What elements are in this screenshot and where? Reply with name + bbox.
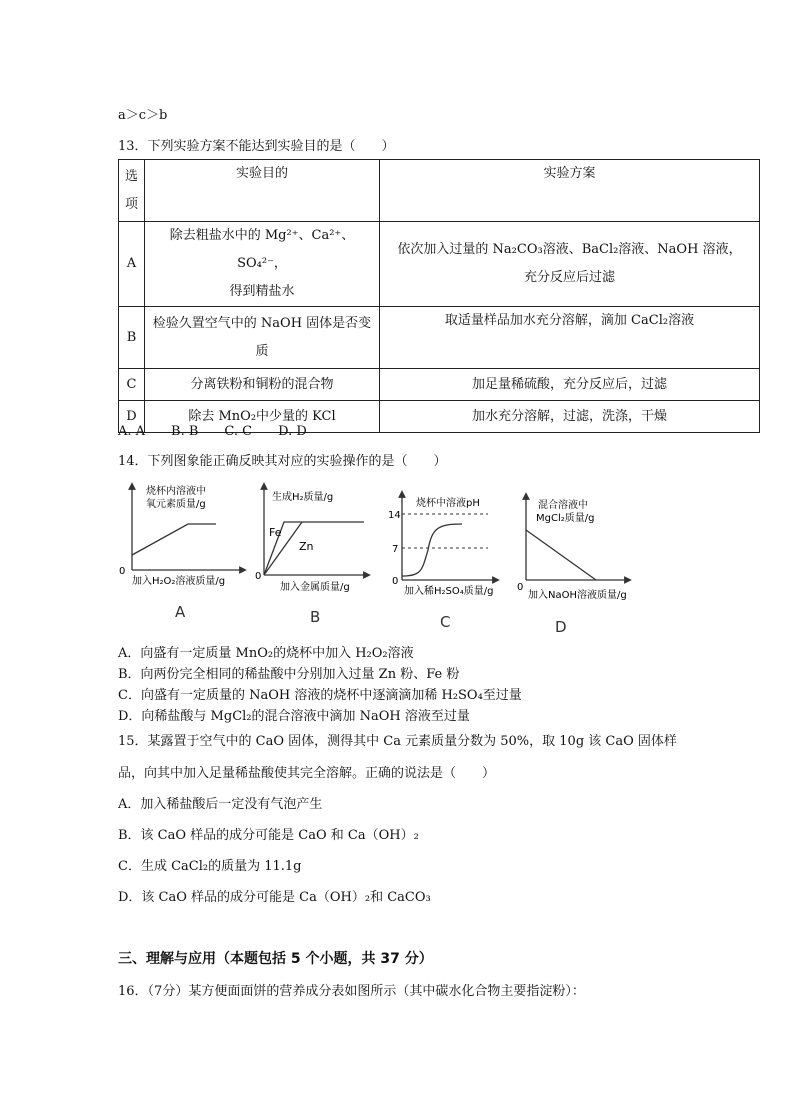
row-plan: 加足量稀硫酸，充分反应后，过滤: [380, 369, 760, 401]
graph-d-label: D: [555, 618, 567, 636]
q14-option-c: C．向盛有一定质量的 NaOH 溶液的烧杯中逐滴滴加稀 H₂SO₄至过量: [118, 688, 522, 703]
table-header-row: [119, 160, 760, 222]
graph-c-label: C: [440, 613, 451, 631]
row-goal: 检验久置空气中的 NaOH 固体是否变 质: [145, 307, 380, 369]
graph-b-zn-label: Zn: [299, 540, 314, 553]
graph-a-xlabel: 加入H₂O₂溶液质量/g: [132, 576, 226, 587]
graph-d-curve: [526, 530, 596, 580]
graph-b-xlabel: 加入金属质量/g: [280, 582, 350, 593]
graph-b-origin: 0: [255, 571, 262, 582]
graph-c-curve: [402, 524, 462, 576]
row-plan: 依次加入过量的 Na₂CO₃溶液、BaCl₂溶液、NaOH 溶液， 充分反应后过滤: [380, 222, 760, 307]
q13-stem: 13．下列实验方案不能达到实验目的是（ ）: [118, 139, 395, 154]
row-goal: 除去 MnO₂中少量的 KCl: [145, 401, 380, 433]
q16-stem: 16．（7分）某方便面面饼的营养成分表如图所示（其中碳水化合物主要指淀粉）：: [118, 984, 585, 999]
graph-b-label: B: [310, 608, 321, 626]
row-option: D: [119, 401, 145, 433]
graph-c-tick-7: 7: [392, 544, 399, 555]
previous-answer: a＞c＞b: [118, 108, 168, 123]
header-option: 选项: [119, 160, 145, 222]
graph-a: [118, 480, 258, 609]
graph-c-ylabel: 烧杯中溶液pH: [416, 498, 480, 509]
q15-stem-line1: 15．某露置于空气中的 CaO 固体，测得其中 Ca 元素质量分数为 50%，取 10g 该 CaO 固体样: [118, 734, 677, 749]
row-plan: 取适量样品加水充分溶解，滴加 CaCl₂溶液: [380, 307, 760, 369]
graph-b: [252, 480, 372, 609]
row-option: C: [119, 369, 145, 401]
table-row: [119, 369, 760, 401]
row-goal: 分离铁粉和铜粉的混合物: [145, 369, 380, 401]
graph-b-fe-label: Fe: [269, 526, 282, 539]
graph-b-ylabel: 生成H₂质量/g: [272, 492, 334, 503]
row-plan: 加水充分溶解，过滤，洗涤，干燥: [380, 401, 760, 433]
graph-d-xlabel: 加入NaOH溶液质量/g: [528, 590, 627, 601]
q14-option-a: A．向盛有一定质量 MnO₂的烧杯中加入 H₂O₂溶液: [118, 646, 414, 661]
graph-a-label: A: [175, 603, 186, 621]
graph-a-origin: 0: [119, 566, 126, 577]
row-goal: 除去粗盐水中的 Mg²⁺、Ca²⁺、SO₄²⁻， 得到精盐水: [145, 222, 380, 307]
graph-d-ylabel: 混合溶液中: [538, 500, 588, 511]
graph-a-curve: [132, 524, 216, 555]
graph-d: [516, 480, 640, 609]
q13-choices: A. A B. B C. C D. D: [118, 424, 307, 439]
graph-c-origin: 0: [392, 576, 399, 587]
q15-stem-line2: 品，向其中加入足量稀盐酸使其完全溶解。正确的说法是（ ）: [118, 766, 496, 781]
q14-stem: 14．下列图象能正确反映其对应的实验操作的是（ ）: [118, 454, 447, 469]
graph-a-ylabel2: 氧元素质量/g: [146, 499, 206, 510]
row-option: A: [119, 222, 145, 307]
section-heading: 三、理解与应用（本题包括 5 个小题，共 37 分）: [118, 951, 433, 967]
graph-d-origin: 0: [517, 582, 524, 593]
q15-option-b: B．该 CaO 样品的成分可能是 CaO 和 Ca（OH）₂: [118, 828, 419, 843]
q15-option-a: A．加入稀盐酸后一定没有气泡产生: [118, 797, 323, 812]
header-plan: 实验方案: [380, 160, 760, 222]
row-option: B: [119, 307, 145, 369]
graph-a-ylabel: 烧杯内溶液中: [146, 486, 206, 497]
graph-d-ylabel2: MgCl₂质量/g: [536, 513, 595, 524]
table-row: [119, 222, 760, 307]
graph-c-tick-14: 14: [388, 510, 401, 521]
q14-option-d: D．向稀盐酸与 MgCl₂的混合溶液中滴加 NaOH 溶液至过量: [118, 709, 470, 724]
graph-c: [388, 480, 508, 609]
q15-option-c: C．生成 CaCl₂的质量为 11.1g: [118, 859, 302, 874]
q15-option-d: D．该 CaO 样品的成分可能是 Ca（OH）₂和 CaCO₃: [118, 890, 431, 905]
q14-option-b: B．向两份完全相同的稀盐酸中分别加入过量 Zn 粉、Fe 粉: [118, 667, 460, 682]
q13-table: [118, 159, 760, 433]
table-row: [119, 307, 760, 369]
header-goal: 实验目的: [145, 160, 380, 222]
graph-c-xlabel: 加入稀H₂SO₄质量/g: [404, 586, 494, 597]
